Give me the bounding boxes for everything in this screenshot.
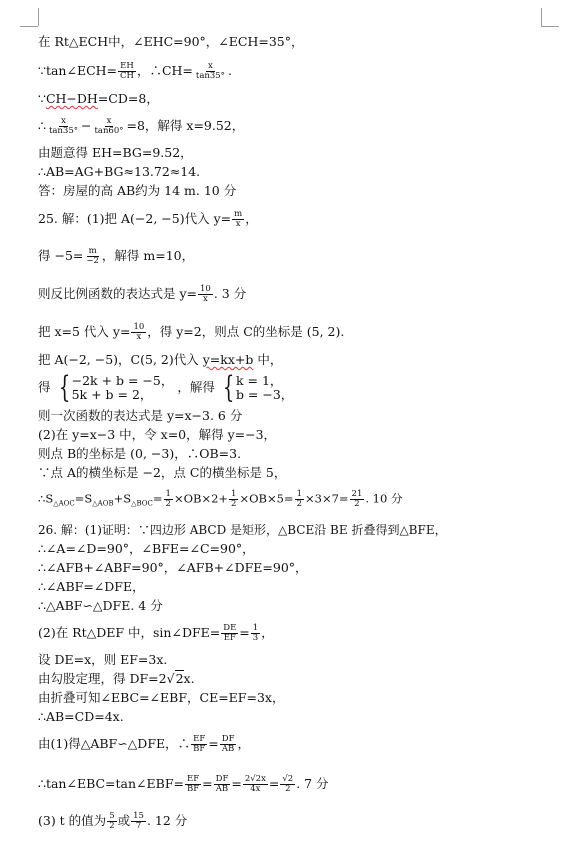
- fraction: $\frac{10}{x}$: [200, 284, 211, 304]
- fraction: $\frac{EH}{CH}$: [120, 61, 134, 81]
- fraction: $\frac{1}{2}$: [231, 489, 237, 509]
- line-24: (2)在 Rt△DEF 中，sin∠DFE= $\frac{DE}{EF}$ = $\frac{1}{3}$ ，: [38, 623, 274, 643]
- fraction: $\frac{10}{x}$: [133, 322, 145, 342]
- fraction: $\frac{√2}{2}$: [282, 774, 294, 794]
- fraction: $\frac{x}{\tan 60^\circ}$: [94, 116, 124, 136]
- fraction: $\frac{2√2x}{4x}$: [244, 774, 266, 794]
- brace-icon: {: [222, 370, 235, 405]
- line-3: ∵CH−DH=CD=8，: [38, 91, 159, 106]
- line-16: 则点 B的坐标是 (0, −3)，∴OB=3.: [38, 446, 242, 461]
- equation-system: { −2k + b = −5， 5k + b = 2，: [58, 370, 174, 405]
- line-26: 由勾股定理，得 DF=2√2x.: [38, 671, 195, 686]
- line-12: 把 A(−2, −5)，C(5, 2)代入 y=kx+b 中，: [38, 352, 283, 367]
- crop-mark-right-v: [541, 8, 542, 26]
- line-1: 在 Rt△ECH中，∠EHC=90°，∠ECH=35°，: [38, 34, 304, 49]
- line-29: 由(1)得△ABF∽△DFE，∴ $\frac{EF}{BF}$ = $\frac{DF}{AB}$ ，: [38, 734, 250, 754]
- line-18: $\therefore S_{\triangle AOC}=S_{\triangle AOB}+S_{\triangle BOC}=$ $\frac{1}{2}$ ×OB×2+ $\frac{1}{2}$ ×OB×5= $\frac{1}{2}$ ×3×7= $\frac{21}{2}$ . 10 分: [38, 489, 403, 509]
- line-30: ∴tan∠EBC=tan∠EBF= $\frac{EF}{BF}$ = $\frac{DF}{AB}$ = $\frac{2√2x}{4x}$ = $\frac{√2}{2}$ . 7 分: [38, 774, 329, 794]
- line-25: 设 DE=x，则 EF=3x.: [38, 652, 168, 667]
- line-4: ∴ $\frac{x}{\tan 35^\circ}$ − $\frac{x}{\tan 60^\circ}$ =8，解得 x=9.52，: [38, 116, 245, 136]
- line-14: 则一次函数的表达式是 y=x−3. 6 分: [38, 408, 243, 423]
- line-31: (3) t 的值为 $\frac{5}{2}$ 或 $\frac{15}{7}$ . 12 分: [38, 811, 188, 831]
- fraction: $\frac{m}{-2}$: [86, 246, 99, 266]
- line-7: 答：房屋的高 AB约为 14 m. 10 分: [38, 183, 237, 198]
- spellcheck-underline: y=kx+b: [202, 352, 254, 367]
- line-6: ∴AB=AG+BG≈13.72≈14.: [38, 164, 201, 179]
- line-17: ∵点 A的横坐标是 −2，点 C的横坐标是 5，: [38, 465, 287, 480]
- line-13: 得 { −2k + b = −5， 5k + b = 2， ，解得 { k = 1， b = −3，: [38, 370, 294, 405]
- fraction: $\frac{DE}{EF}$: [223, 623, 237, 643]
- fraction: $\frac{x}{\tan 35^\circ}$: [195, 61, 225, 81]
- fraction: $\frac{1}{3}$: [252, 623, 259, 643]
- line-2: ∵tan∠ECH= $\frac{EH}{CH}$ ，∴CH= $\frac{x}{\tan 35^\circ}$ .: [38, 61, 232, 81]
- equation-solution: { k = 1， b = −3，: [222, 370, 294, 405]
- line-8: 25. 解：(1)把 A(−2, −5)代入 y= $\frac{m}{x}$ ，: [38, 209, 258, 229]
- line-22: ∴∠ABF=∠DFE，: [38, 579, 145, 594]
- line-9: 得 −5= $\frac{m}{-2}$ ，解得 m=10，: [38, 246, 195, 266]
- fraction: $\frac{DF}{AB}$: [221, 734, 235, 754]
- line-15: (2)在 y=x−3 中，令 x=0，解得 y=−3，: [38, 427, 277, 442]
- fraction: $\frac{x}{\tan 35^\circ}$: [48, 116, 78, 136]
- crop-mark-left-v: [38, 8, 39, 26]
- line-20: ∴∠A=∠D=90°，∠BFE=∠C=90°，: [38, 541, 255, 556]
- sqrt-icon: √: [166, 671, 175, 686]
- line-11: 把 x=5 代入 y= $\frac{10}{x}$ ，得 y=2，则点 C的坐标是 (5, 2).: [38, 322, 345, 342]
- line-19: 26. 解：(1)证明：∵四边形 ABCD 是矩形，△BCE沿 BE 折叠得到△BFE，: [38, 523, 447, 537]
- fraction: $\frac{EF}{BF}$: [187, 774, 200, 794]
- fraction: $\frac{21}{2}$: [351, 489, 363, 509]
- fraction: $\frac{5}{2}$: [109, 811, 115, 831]
- spellcheck-underline: CH−DH: [45, 91, 98, 106]
- line-23: ∴△ABF∽△DFE. 4 分: [38, 598, 163, 613]
- fraction: $\frac{DF}{AB}$: [215, 774, 229, 794]
- fraction: $\frac{15}{7}$: [133, 811, 144, 831]
- fraction: $\frac{1}{2}$: [296, 489, 302, 509]
- line-21: ∴∠AFB+∠ABF=90°，∠AFB+∠DFE=90°，: [38, 560, 308, 575]
- crop-mark-left-h: [20, 26, 38, 27]
- line-5: 由题意得 EH=BG=9.52，: [38, 145, 193, 160]
- fraction: $\frac{m}{x}$: [234, 209, 243, 229]
- fraction: $\frac{EF}{BF}$: [193, 734, 206, 754]
- brace-icon: {: [58, 370, 70, 405]
- fraction: $\frac{1}{2}$: [165, 489, 171, 509]
- line-10: 则反比例函数的表达式是 y= $\frac{10}{x}$ . 3 分: [38, 284, 247, 304]
- crop-mark-right-h: [541, 26, 559, 27]
- line-27: 由折叠可知∠EBC=∠EBF，CE=EF=3x，: [38, 690, 285, 705]
- line-28: ∴AB=CD=4x.: [38, 709, 124, 724]
